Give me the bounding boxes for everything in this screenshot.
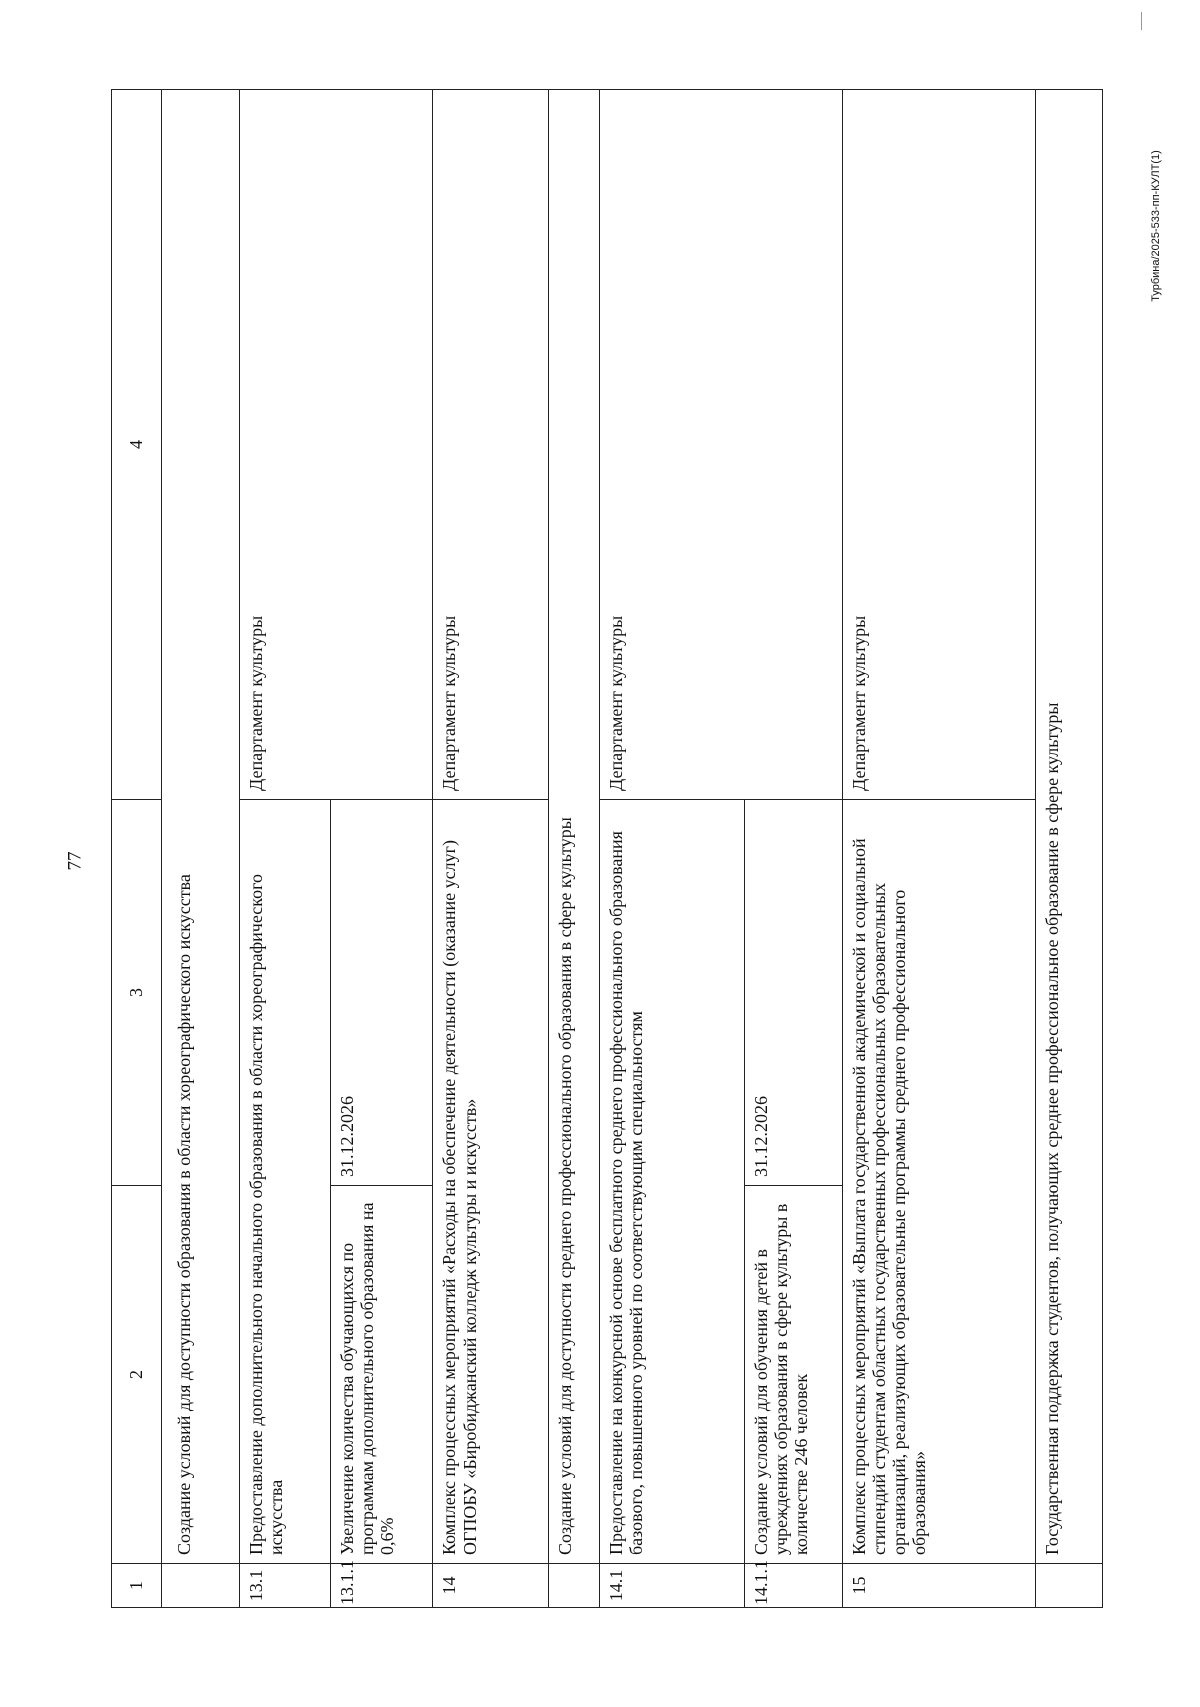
cell-num: 14.1.1 [744,1564,842,1608]
cell-description: Увеличение количества обучающихся по программам дополнительного образования на 0,6% [331,1186,433,1564]
cell-department: Департамент культуры [842,90,1036,800]
cell-num: 13.1 [239,1564,330,1608]
page-number: 77 [64,851,86,871]
cell-department: Департамент культуры [433,90,549,800]
cell-description: Предоставление дополнительного начального образования в области хореографического искусства [239,800,330,1564]
section-row [162,90,240,1608]
section-title: Создание условий для доступности среднего профессионального образования в сфере культуры [549,90,600,1564]
header-row [112,90,162,1608]
table-row [600,90,745,1608]
section-title: Создание условий для доступности образования в области хореографического искусства [162,90,240,1564]
header-col-2: 2 [112,1186,162,1564]
cell-num [549,1564,600,1608]
cell-description: Комплекс процессных мероприятий «Расходы на обеспечение деятельности (оказание услуг) ОГПОБУ «Биробиджанский колледж культуры и искусств» [433,800,549,1564]
document-code: Турбина/2025-533-пп-КУЛТ(1) [1149,150,1162,302]
table-row [239,90,330,1608]
header-col-1: 1 [112,1564,162,1608]
table-row [433,90,549,1608]
cell-department: Департамент культуры [239,90,433,800]
cell-num [162,1564,240,1608]
cell-num: 14.1 [600,1564,745,1608]
cell-num: 13.1.1 [331,1564,433,1608]
cell-num: 15 [842,1564,1036,1608]
section-title: Государственная поддержка студентов, получающих среднее профессиональное образование в сфере культуры [1036,90,1103,1564]
header-col-4: 4 [112,90,162,800]
margin-mark [1141,12,1142,30]
cell-description: Предоставление на конкурсной основе бесплатного среднего профессионального образования базового, повышенного уровней по соответствующим специальностям [600,800,745,1564]
cell-description: Создание условий для обучения детей в учреждениях образования в сфере культуры в количестве 246 человек [744,1186,842,1564]
cell-num: 14 [433,1564,549,1608]
measures-table [111,89,1103,1608]
cell-department: Департамент культуры [600,90,842,800]
rotated-table-container [111,89,1103,1608]
cell-date: 31.12.2026 [331,800,433,1186]
section-row [549,90,600,1608]
cell-description: Комплекс процессных мероприятий «Выплата государственной академической и социальной стипендий студентам областных государственных профессиональных образовательных организаций, реализующих образовательные программы среднего профессионального образования» [842,800,1036,1564]
section-row [1036,90,1103,1608]
header-col-3: 3 [112,800,162,1186]
cell-date: 31.12.2026 [744,800,842,1186]
table-row [842,90,1036,1608]
cell-num [1036,1564,1103,1608]
